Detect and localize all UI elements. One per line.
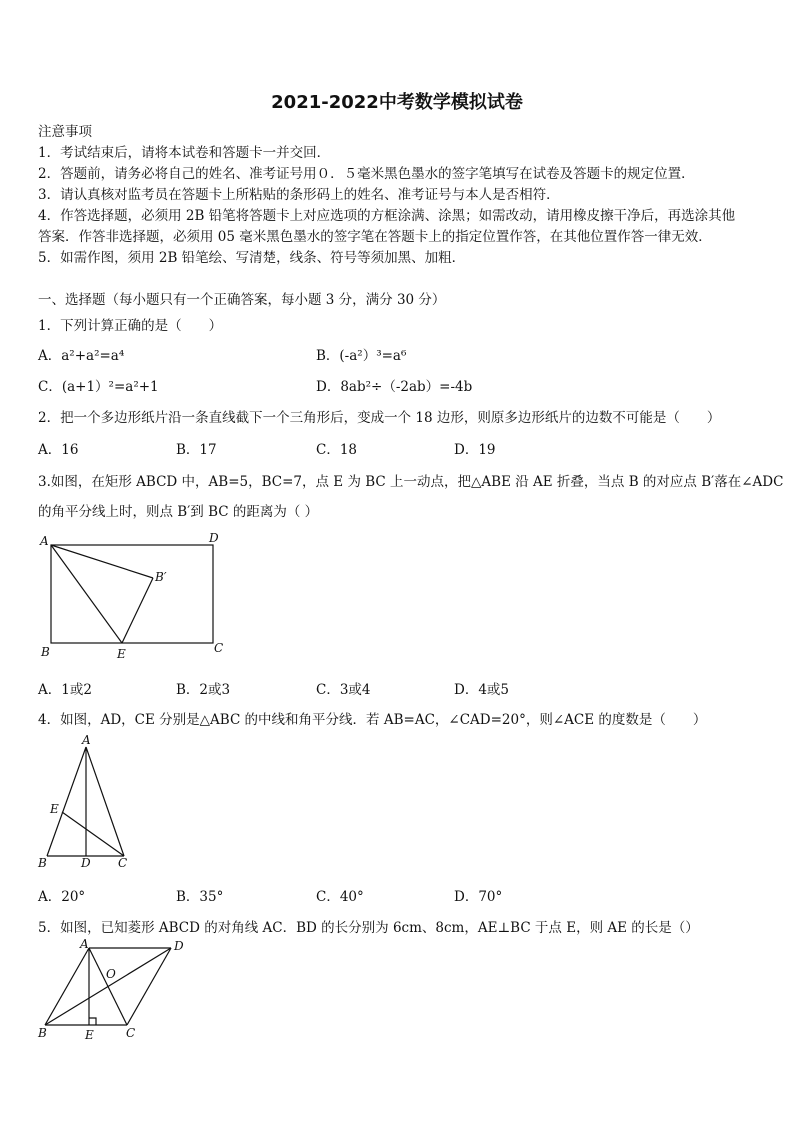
q4-label-a: A [82,733,91,747]
q3-option-a: A．1或2 [38,682,92,698]
q5-right-angle-mark [89,1018,96,1025]
q5-label-o: O [106,967,116,981]
note-item-4-cont: 答案．作答非选择题，必须用 05 毫米黑色墨水的签字笔在答题卡上的指定位置作答，在其他位置作答一律无效． [38,229,712,245]
q4-option-c: C．40° [316,889,364,905]
q2-stem: 2．把一个多边形纸片沿一条直线截下一个三角形后，变成一个 18 边形，则原多边形纸片的边数不可能是（ ） [38,410,721,426]
q5-label-e: E [85,1028,94,1042]
q5-label-d: D [174,939,184,953]
q3-label-b: B [41,645,50,659]
q5-stem: 5．如图，已知菱形 ABCD 的对角线 AC．BD 的长分别为 6cm、8cm，AE⊥BC 于点 E，则 AE 的长是（） [38,920,699,936]
q4-option-b: B．35° [176,889,224,905]
q4-label-d: D [81,856,91,870]
q5-label-a: A [80,937,89,951]
q2-option-b: B．17 [176,442,217,458]
q1-option-a: A．a²+a²=a⁴ [38,348,125,364]
q3-stem-line2: 的角平分线上时，则点 B′到 BC 的距离为（ ） [38,504,319,520]
q2-option-c: C．18 [316,442,358,458]
note-item-2: 2．答题前，请务必将自己的姓名、准考证号用０．５毫米黑色墨水的签字笔填写在试卷及答题卡的规定位置． [38,166,695,182]
q3-label-d: D [209,531,219,545]
q3-option-b: B．2或3 [176,682,231,698]
q5-line-ab [45,948,89,1025]
q3-label-a: A [40,534,49,548]
q3-label-c: C [214,641,224,655]
q2-option-d: D．19 [454,442,496,458]
q5-line-cd [127,948,171,1025]
q3-label-e: E [117,647,126,661]
q3-option-c: C．3或4 [316,682,371,698]
q4-option-d: D．70° [454,889,503,905]
q4-label-b: B [38,856,47,870]
section-heading: 一、选择题（每小题只有一个正确答案，每小题 3 分，满分 30 分） [38,292,446,308]
q4-label-e: E [50,802,59,816]
q1-option-d: D．8ab²÷（-2ab）=-4b [316,379,473,395]
q4-label-c: C [118,856,128,870]
q2-option-a: A．16 [38,442,79,458]
q4-stem: 4．如图，AD，CE 分别是△ABC 的中线和角平分线．若 AB=AC，∠CAD=20°，则∠ACE 的度数是（ ） [38,712,707,728]
q5-label-b: B [38,1026,47,1040]
page-title: 2021-2022中考数学模拟试卷 [271,92,523,113]
note-item-1: 1．考试结束后，请将本试卷和答题卡一并交回． [38,145,331,161]
note-item-5: 5．如需作图，须用 2B 铅笔绘、写清楚，线条、符号等须加黑、加粗． [38,250,466,266]
q3-label-b-prime: B′ [155,570,167,584]
note-item-3: 3．请认真核对监考员在答题卡上所粘贴的条形码上的姓名、准考证号与本人是否相符． [38,187,560,203]
q1-stem: 1．下列计算正确的是（ ） [38,318,223,334]
q1-option-c: C．(a+1）²=a²+1 [38,379,159,395]
q5-line-bd [45,948,171,1025]
q4-option-a: A．20° [38,889,86,905]
note-item-4: 4．作答选择题，必须用 2B 铅笔将答题卡上对应选项的方框涂满、涂黑；如需改动，请用橡皮擦干净后，再选涂其他 [38,208,736,224]
q3-option-d: D．4或5 [454,682,510,698]
q3-stem-line1: 3.如图，在矩形 ABCD 中，AB=5，BC=7，点 E 为 BC 上一动点，把△ABE 沿 AE 折叠，当点 B 的对应点 B′落在∠ADC [38,474,784,490]
q1-option-b: B．(-a²）³=a⁶ [316,348,407,364]
notes-heading: 注意事项 [38,124,92,140]
q5-label-c: C [126,1026,136,1040]
